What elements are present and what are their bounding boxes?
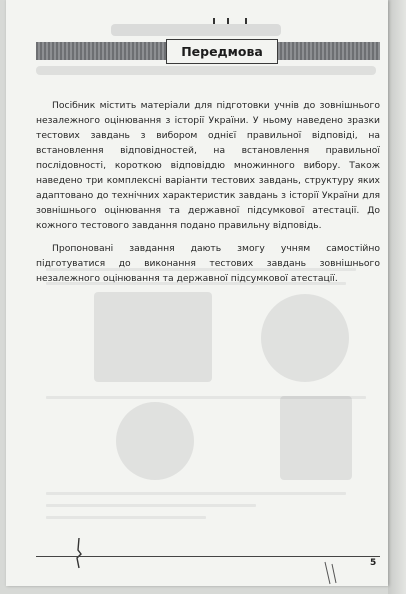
page-edge (388, 0, 406, 594)
bleed-through-coin (116, 402, 194, 480)
bleed-through-image (280, 396, 352, 480)
preface-text (36, 98, 380, 294)
bleed-through-line (46, 516, 206, 519)
pen-mark (72, 536, 86, 570)
bleed-through-heading (111, 24, 281, 36)
paragraph: Посібник містить матеріали для підготовки учнів до зовнішнього незалежного оцінювання з історії України. У ньому наведено зразки тестових завдань з вибором однієї правильної відповіді, на встановлення відповідностей, на встановлення правильної послідовності, короткою відповіддю множинного вибору. Також наведено три комплексні варіанти тестових завдань, структуру яких адаптовано до технічних характеристик завдань з історії України для зовнішнього оцінювання та державної підсумкової атестації. До кожного тестового завдання подано правильну відповідь. (36, 100, 380, 231)
page-title: Передмова (181, 44, 263, 59)
header-title-box (166, 39, 278, 64)
page-number: 5 (370, 558, 377, 568)
paragraph: Пропоновані завдання дають змогу учням самостійно підготуватися до виконання тестових завдань зовнішнього незалежного оцінювання та державної підсумкової атестації. (36, 243, 380, 284)
pen-mark (322, 560, 346, 586)
bleed-through-line (46, 492, 346, 495)
bleed-through-line (46, 504, 256, 507)
bleed-through-image (94, 292, 212, 382)
footer-rule (36, 556, 380, 557)
bleed-through-coin (261, 294, 349, 382)
top-tick-marks (211, 18, 253, 24)
bleed-through-bar (36, 66, 376, 75)
book-page (6, 0, 388, 586)
